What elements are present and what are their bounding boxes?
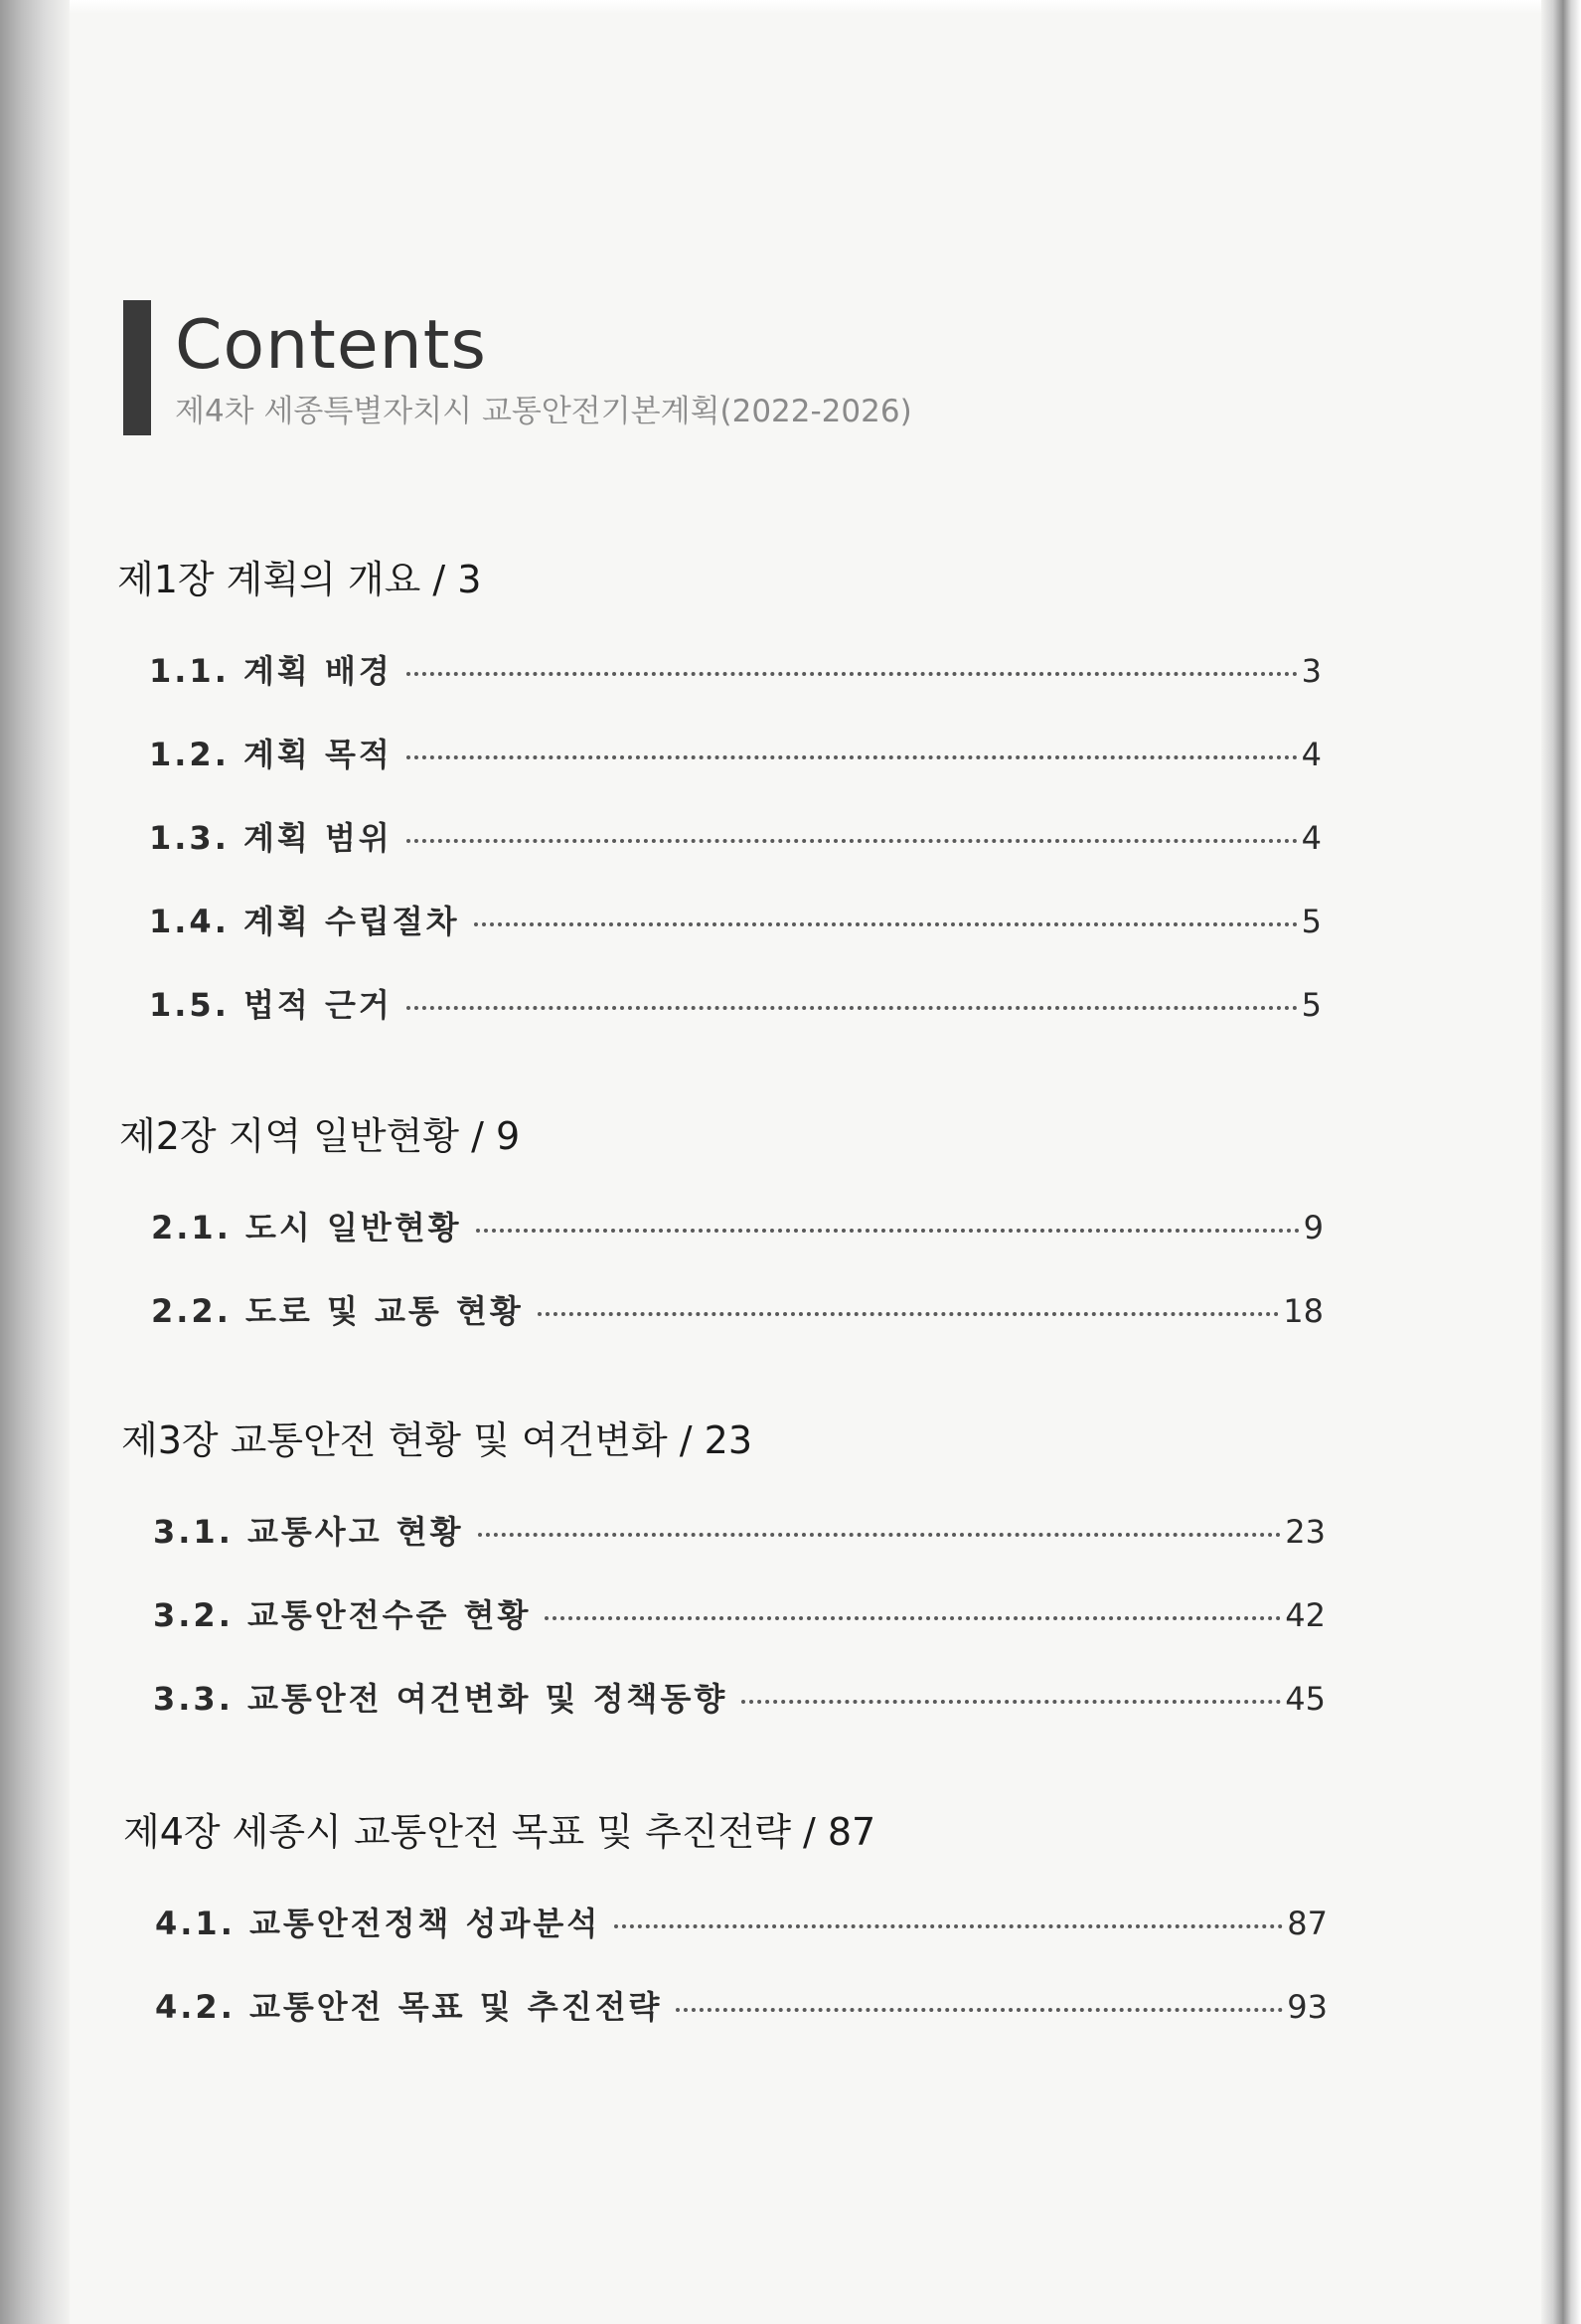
toc-entry[interactable] bbox=[153, 1594, 1326, 1636]
dot-leader bbox=[476, 1229, 1300, 1233]
toc-entry-label: 1.5. 법적 근거 bbox=[149, 986, 393, 1024]
toc-entry[interactable] bbox=[149, 901, 1322, 942]
toc-entry-label: 4.1. 교통안전정책 성과분석 bbox=[155, 1905, 601, 1942]
toc-entry-label: 3.3. 교통안전 여건변화 및 정책동향 bbox=[153, 1680, 728, 1718]
dot-leader bbox=[614, 1924, 1283, 1928]
title-accent-bar bbox=[123, 300, 151, 435]
dot-leader bbox=[406, 755, 1298, 759]
toc-entry-label: 2.2. 도로 및 교통 현황 bbox=[151, 1292, 524, 1330]
toc-entry[interactable] bbox=[151, 1207, 1324, 1248]
dot-leader bbox=[474, 922, 1298, 926]
page-title: Contents bbox=[175, 306, 487, 385]
toc-entry-label: 3.2. 교통안전수준 현황 bbox=[153, 1596, 532, 1634]
toc-entry-label: 1.3. 계획 범위 bbox=[149, 819, 393, 857]
toc-entry[interactable] bbox=[149, 650, 1322, 692]
toc-entry-page: 45 bbox=[1285, 1680, 1326, 1718]
toc-entry[interactable] bbox=[149, 984, 1322, 1026]
toc-entry[interactable] bbox=[153, 1511, 1326, 1553]
toc-entry[interactable] bbox=[153, 1678, 1326, 1720]
toc-entry[interactable] bbox=[149, 734, 1322, 775]
dot-leader bbox=[676, 2008, 1283, 2012]
toc-entry-label: 3.1. 교통사고 현황 bbox=[153, 1513, 464, 1551]
chapter-1-heading[interactable]: 제1장 계획의 개요 / 3 bbox=[117, 558, 482, 601]
toc-entry-label: 1.4. 계획 수립절차 bbox=[149, 903, 460, 940]
dot-leader bbox=[406, 839, 1298, 843]
toc-entry-label: 4.2. 교통안전 목표 및 추진전략 bbox=[155, 1988, 663, 2026]
toc-entry-page: 18 bbox=[1283, 1292, 1324, 1330]
toc-entry-label: 1.2. 계획 목적 bbox=[149, 736, 393, 773]
chapter-2-heading[interactable]: 제2장 지역 일반현황 / 9 bbox=[119, 1114, 521, 1158]
toc-entry-label: 1.1. 계획 배경 bbox=[149, 652, 393, 690]
toc-entry-page: 3 bbox=[1301, 652, 1322, 690]
dot-leader bbox=[741, 1700, 1281, 1704]
toc-entry-page: 9 bbox=[1303, 1209, 1324, 1246]
scan-shadow-top bbox=[0, 0, 1581, 14]
chapter-4-heading[interactable]: 제4장 세종시 교통안전 목표 및 추진전략 / 87 bbox=[123, 1810, 876, 1854]
toc-entry-page: 5 bbox=[1301, 986, 1322, 1024]
toc-entry[interactable] bbox=[155, 1986, 1328, 2028]
toc-entry-page: 87 bbox=[1287, 1905, 1328, 1942]
toc-entry-page: 93 bbox=[1287, 1988, 1328, 2026]
toc-entry-page: 4 bbox=[1301, 736, 1322, 773]
page-subtitle: 제4차 세종특별자치시 교통안전기본계획(2022-2026) bbox=[175, 394, 912, 429]
toc-entry[interactable] bbox=[151, 1290, 1324, 1332]
dot-leader bbox=[478, 1533, 1282, 1537]
toc-entry[interactable] bbox=[149, 817, 1322, 859]
toc-entry-page: 4 bbox=[1301, 819, 1322, 857]
toc-entry-page: 5 bbox=[1301, 903, 1322, 940]
dot-leader bbox=[406, 672, 1298, 676]
dot-leader bbox=[406, 1006, 1298, 1010]
toc-entry[interactable] bbox=[155, 1903, 1328, 1944]
toc-entry-page: 23 bbox=[1285, 1513, 1326, 1551]
dot-leader bbox=[538, 1312, 1279, 1316]
toc-entry-page: 42 bbox=[1285, 1596, 1326, 1634]
chapter-3-heading[interactable]: 제3장 교통안전 현황 및 여건변화 / 23 bbox=[121, 1418, 753, 1462]
dot-leader bbox=[545, 1616, 1281, 1620]
scan-shadow-left bbox=[0, 0, 70, 2324]
toc-entry-label: 2.1. 도시 일반현황 bbox=[151, 1209, 462, 1246]
scan-shadow-right bbox=[1541, 0, 1581, 2324]
